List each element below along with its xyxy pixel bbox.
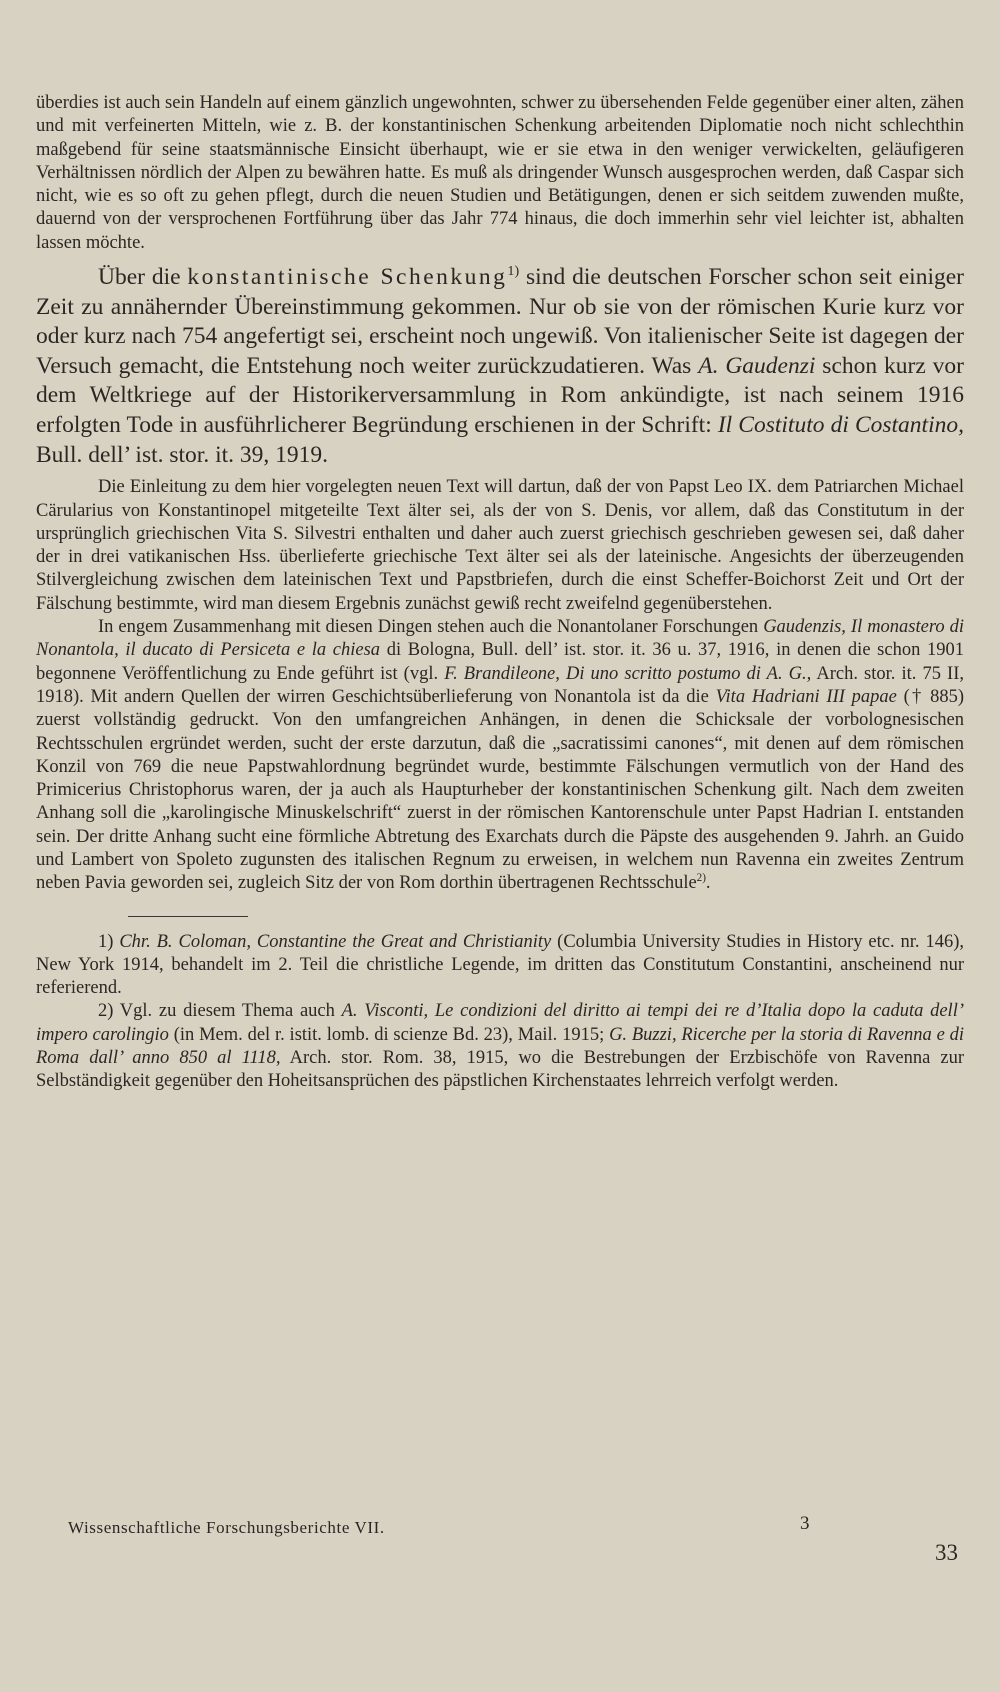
text-run: sind die deutschen Forscher schon seit einiger Zeit zu annähernder Übereinstimmung gekommen. Nur ob sie von der römischen Kurie kurz vor oder kurz nach 754 angefertigt sei, erscheint noch ungewiß. Von italienischer Seite ist dagegen der Versuch gemacht, die Entstehung noch weiter zurückzudatieren. Was (36, 264, 965, 379)
footnote-ref-1: 1) (507, 263, 520, 280)
paragraph-nonantola (36, 616, 964, 896)
text-run: 2) Vgl. zu diesem Thema auch (98, 1001, 342, 1022)
work-title: G. Buzzi, Ricerche per la storia di Ravenna e di Roma dall’ anno 850 al 1118, (36, 1024, 964, 1069)
page-number: 33 (935, 1540, 958, 1565)
footnote-number: 1) (98, 931, 120, 952)
work-title: Il Costituto di Costantino, (717, 412, 964, 439)
signature-number: 3 (800, 1513, 810, 1534)
text-run: († 885) zuerst vollständig gedruckt. Von den umfangreichen Anhängen, in denen die Schicksale der vorbolognesischen Rechtsschulen ergründet werden, sucht der erste darzutun, daß die „sacratissimi canones“, mit denen auf dem römischen Konzil von 769 die neue Papstwahlordnung begründet wurde, bestimmte Fälschungen vermutlich von der Hand des Primicerius Christophorus waren, der ja auch als Haupturheber der konstantinischen Schenkung gilt. Nach dem zweiten Anhang soll die „karolingische Minuskelschrift“ zuerst in der römischen Kantorenschule unter Papst Hadrian I. entstanden sein. Der dritte Anhang sucht eine förmliche Abtretung des Exarchats durch die Päpste des ausgehenden 9. Jahrh. an Guido und Lambert von Spoleto zugunsten des italischen Regnum zu erweisen, in welchem nun Ravenna ein zweites Zentrum neben Pavia geworden sei, zugleich Sitz der von Rom dorthin übertragenen Rechtsschule (36, 686, 964, 894)
text-run: schon kurz vor dem Weltkriege auf der Historikerversammlung in Rom ankündigte, ist nach seinem 1916 erfolgten Tode in ausführlicherer Begründung erschienen in der Schrift: (36, 352, 964, 439)
paragraph-schenkung (36, 263, 964, 470)
work-title: Vita Hadriani III papae (715, 686, 897, 707)
text-run: Arch. stor. it. 75 II, 1918). Mit andern Quellen der wirren Geschichtsüberlieferung von Nonantola ist da die (36, 663, 964, 707)
text-run: Über die (98, 264, 188, 291)
work-title: F. Brandileone, Di uno scritto postumo di A. G., (444, 663, 812, 684)
work-title: Gaudenzis, Il monastero di Nonantola, il ducato di Persiceta e la chiesa (36, 617, 964, 661)
text-run: . (705, 873, 711, 894)
text-run: Arch. stor. Rom. 38, 1915, wo die Bestrebungen der Erzbischöfe von Ravenna zur Selbständigkeit gegenüber den Hoheitsansprüchen des päpstlichen Kirchenstaates lehrreich verfolgt werden. (36, 1048, 964, 1092)
text-run: di Bologna, Bull. dell’ ist. stor. it. 36 u. 37, 1916, in denen die schon 1901 begonnene Veröffentlichung zu Ende geführt ist (vgl. (36, 640, 964, 684)
text-run: (in Mem. del r. istit. lomb. di scienze Bd. 23), Mail. 1915; (168, 1024, 610, 1045)
work-title: A. Visconti, Le condizioni del diritto ai tempi dei re d’Italia dopo la caduta dell’ impero carolingio (36, 1001, 964, 1045)
paragraph-intro: überdies ist auch sein Handeln auf einem gänzlich ungewohnten, schwer zu übersehenden Felde gegenüber einer alten, zähen und mit verfeinerten Mitteln, wie z. B. der konstantinischen Schenkung arbeitenden Diplomatie noch nicht schlechthin maßgebend für seine staatsmännische Einsicht überhaupt, wie er sie etwa in den weniger verwickelten, geläufigeren Verhältnissen nördlich der Alpen zu bewähren hatte. Es muß als dringender Wunsch ausgesprochen werden, daß Caspar sich nicht, wie es so oft zu gehen pflegt, durch die neuen Studien und Betätigungen, denen er sich seitdem zuwenden mußte, dauernd von der versprochenen Fortführung über das Jahr 774 hinaus, die doch immerhin sehr viel leichter ist, abhalten lassen möchte. (36, 93, 964, 253)
footnote-1 (36, 931, 964, 1001)
author-name: A. Gaudenzi (698, 352, 816, 379)
printer-signature: Wissenschaftliche Forschungsberichte VII. (68, 1518, 385, 1537)
footnote-2 (36, 1000, 964, 1093)
text-run: In engem Zusammenhang mit diesen Dingen stehen auch die Nonantolaner Forschungen (98, 617, 764, 638)
work-title: Chr. B. Coloman, Constantine the Great and Christianity (119, 931, 552, 952)
footnote-ref-2: 2) (696, 872, 706, 885)
spaced-term: konstantinische Schenkung (187, 264, 508, 291)
footnote-divider (128, 916, 248, 917)
text-run: Bull. dell’ ist. stor. it. 39, 1919. (36, 441, 329, 468)
paragraph-einleitung: Die Einleitung zu dem hier vorgelegten neuen Text will dartun, daß der von Papst Leo IX. dem Patriarchen Michael Cärularius von Konstantinopel mitgeteilte Text älter sei, als der von S. Denis, vor allem, daß das Constitutum in der ursprünglich griechischen Vita S. Silvestri enthalten und daher auch zuerst griechisch geschrieben gewesen sei, daß daher der in drei vatikanischen Hss. überlieferte griechische Text älter sei als der lateinische. Angesichts der überzeugenden Stilvergleichung zwischen dem lateinischen Text und Papstbriefen, durch die einst Scheffer-Boichorst Zeit und Ort der Fälschung bestimmte, wird man diesem Ergebnis zunächst gewiß recht zweifelnd gegenüberstehen. (36, 477, 964, 614)
text-run: (Columbia University Studies in History etc. nr. 146), New York 1914, behandelt im 2. Teil die christliche Legende, im dritten das Constitutum Constantini, anscheinend nur referierend. (36, 931, 964, 999)
